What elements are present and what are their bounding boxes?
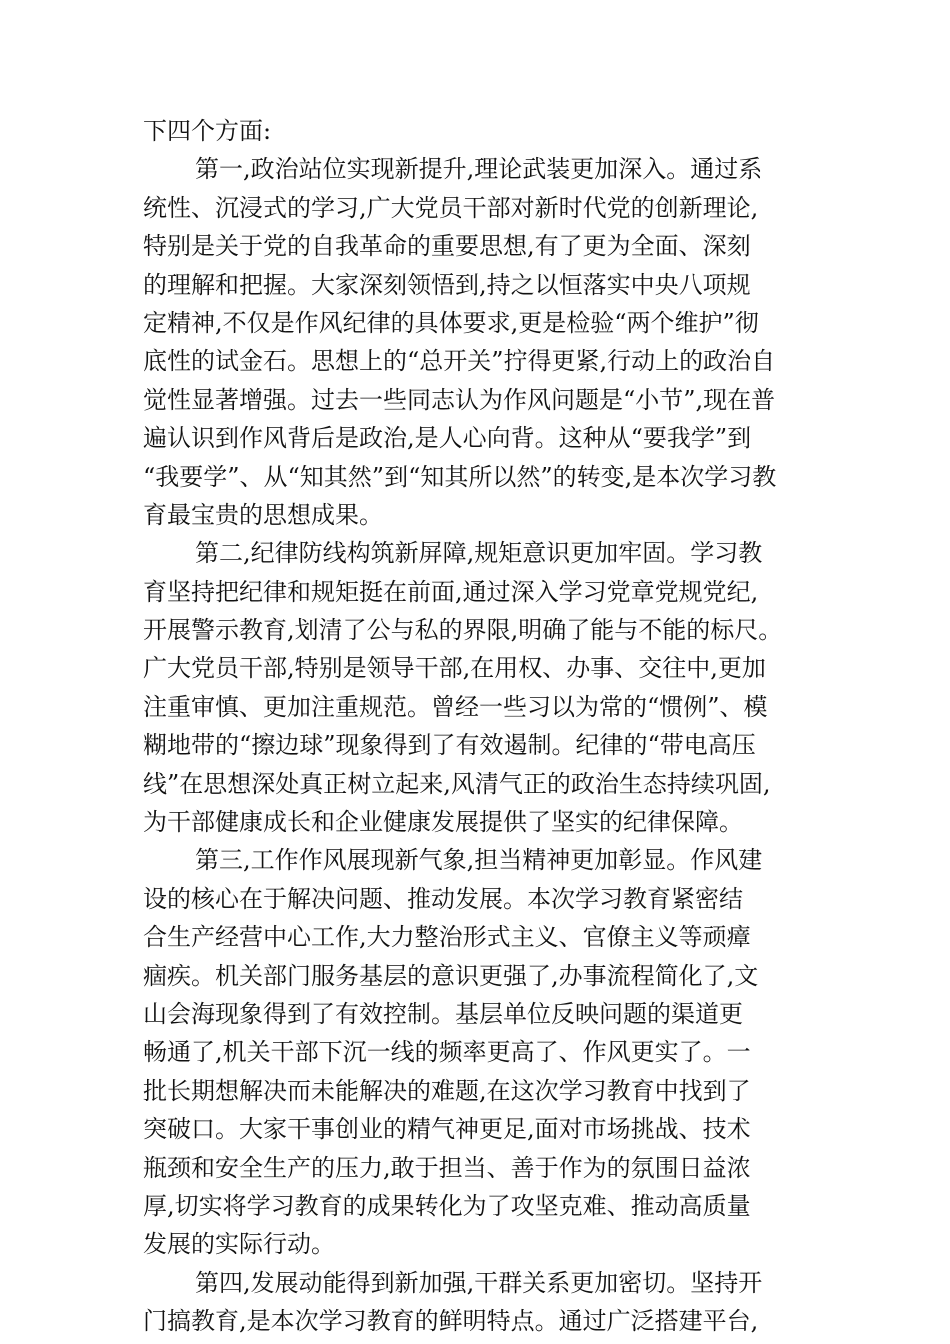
- text-line: 广大党员干部,特别是领导干部,在用权、办事、交往中,更加: [143, 654, 766, 683]
- text-line: 开展警示教育,划清了公与私的界限,明确了能与不能的标尺。: [143, 616, 783, 645]
- paragraph-first-line: 第一,政治站位实现新提升,理论武装更加深入。通过系: [195, 155, 763, 184]
- text-line: 糊地带的“擦边球”现象得到了有效遏制。纪律的“带电高压: [143, 731, 756, 760]
- text-line: 门搞教育,是本次学习教育的鲜明特点。通过广泛搭建平台,: [143, 1307, 759, 1336]
- text-line: 注重审慎、更加注重规范。曾经一些习以为常的“惯例”、模: [143, 692, 768, 721]
- text-line: 设的核心在于解决问题、推动发展。本次学习教育紧密结: [143, 884, 743, 913]
- text-line: 厚,切实将学习教育的成果转化为了攻坚克难、推动高质量: [143, 1191, 751, 1220]
- text-line: 线”在思想深处真正树立起来,风清气正的政治生态持续巩固,: [143, 769, 771, 798]
- text-line: 为干部健康成长和企业健康发展提供了坚实的纪律保障。: [143, 808, 743, 837]
- text-line: 育最宝贵的思想成果。: [143, 500, 383, 529]
- text-line: 育坚持把纪律和规矩挺在前面,通过深入学习党章党规党纪,: [143, 577, 759, 606]
- text-line: 定精神,不仅是作风纪律的具体要求,更是检验“两个维护”彻: [143, 308, 759, 337]
- text-line: 山会海现象得到了有效控制。基层单位反映问题的渠道更: [143, 999, 743, 1028]
- paragraph-first-line: 第四,发展动能得到新加强,干群关系更加密切。坚持开: [195, 1268, 763, 1297]
- paragraph-first-line: 第二,纪律防线构筑新屏障,规矩意识更加牢固。学习教: [195, 539, 763, 568]
- paragraph-first-line: 第三,工作作风展现新气象,担当精神更加彰显。作风建: [195, 846, 763, 875]
- document-body: [143, 112, 809, 1341]
- text-line: 遍认识到作风背后是政治,是人心向背。这种从“要我学”到: [143, 424, 752, 453]
- text-line: 批长期想解决而未能解决的难题,在这次学习教育中找到了: [143, 1076, 751, 1105]
- text-line: 突破口。大家干事创业的精气神更足,面对市场挑战、技术: [143, 1115, 751, 1144]
- text-line: 特别是关于党的自我革命的重要思想,有了更为全面、深刻: [143, 232, 751, 261]
- text-line: 痼疾。机关部门服务基层的意识更强了,办事流程简化了,文: [143, 961, 759, 990]
- text-line: 合生产经营中心工作,大力整治形式主义、官僚主义等顽瘴: [143, 923, 751, 952]
- text-line: 的理解和把握。大家深刻领悟到,持之以恒落实中央八项规: [143, 270, 751, 299]
- text-line: 统性、沉浸式的学习,广大党员干部对新时代党的创新理论,: [143, 193, 759, 222]
- text-line: 下四个方面:: [143, 117, 272, 145]
- text-line: 畅通了,机关干部下沉一线的频率更高了、作风更实了。一: [143, 1038, 751, 1067]
- text-line: 底性的试金石。思想上的“总开关”拧得更紧,行动上的政治自: [143, 347, 776, 376]
- text-line: 瓶颈和安全生产的压力,敢于担当、善于作为的氛围日益浓: [143, 1153, 751, 1182]
- text-line: 觉性显著增强。过去一些同志认为作风问题是“小节”,现在普: [143, 385, 776, 414]
- text-line: “我要学”、从“知其然”到“知其所以然”的转变,是本次学习教: [143, 462, 777, 491]
- text-line: 发展的实际行动。: [143, 1230, 335, 1259]
